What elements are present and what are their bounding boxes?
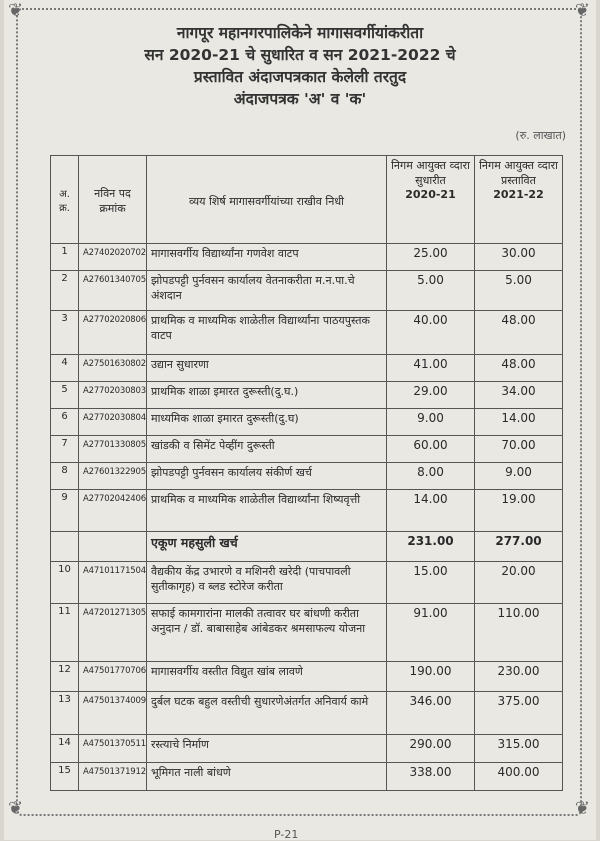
row-amount-2020: 5.00 bbox=[387, 271, 475, 311]
row-code: A27601340705 bbox=[79, 271, 147, 311]
header-col-2020-year: 2020-21 bbox=[405, 188, 456, 201]
table-row bbox=[51, 463, 563, 490]
table-row bbox=[51, 604, 563, 662]
row-sr: 10 bbox=[51, 562, 79, 604]
corner-ornament-icon: ❦ bbox=[574, 798, 590, 819]
table-row bbox=[51, 244, 563, 271]
row-desc: रस्त्याचे निर्माण bbox=[147, 735, 387, 763]
corner-ornament-icon: ❦ bbox=[8, 0, 24, 21]
row-desc: उद्यान सुधारणा bbox=[147, 355, 387, 382]
row-amount-2020: 60.00 bbox=[387, 436, 475, 463]
table-total bbox=[51, 532, 563, 562]
header-col-2021-text: निगम आयुक्त व्दारा प्रस्तावित bbox=[479, 159, 558, 187]
row-sr: 3 bbox=[51, 311, 79, 355]
title-line: प्रस्तावित अंदाजपत्रकात केलेली तरतुद bbox=[193, 68, 407, 86]
title-line: सन 2020-21 चे सुधारित व सन 2021-2022 चे bbox=[144, 46, 456, 64]
corner-ornament-icon: ❦ bbox=[8, 798, 24, 819]
table-row bbox=[51, 382, 563, 409]
table-row bbox=[51, 409, 563, 436]
row-code: A47201271305 bbox=[79, 604, 147, 662]
header-desc: व्यय शिर्ष मागासवर्गीयांच्या राखीव निधी bbox=[147, 156, 387, 244]
row-desc: भूमिगत नाली बांधणे bbox=[147, 763, 387, 791]
row-amount-2020: 15.00 bbox=[387, 562, 475, 604]
row-sr: 15 bbox=[51, 763, 79, 791]
table-row bbox=[51, 355, 563, 382]
row-code: A27501630802 bbox=[79, 355, 147, 382]
row-desc: झोपडपट्टी पुर्नवसन कार्यालय वेतनाकरीता म.न.पा.चे अंशदान bbox=[147, 271, 387, 311]
row-code: A27601322905 bbox=[79, 463, 147, 490]
row-sr: 6 bbox=[51, 409, 79, 436]
row-sr: 5 bbox=[51, 382, 79, 409]
table-header-row bbox=[51, 156, 563, 244]
unit-note: (रु. लाखात) bbox=[515, 129, 566, 142]
row-amount-2021: 48.00 bbox=[475, 311, 563, 355]
header-col-2021 bbox=[475, 156, 563, 244]
total-2021: 277.00 bbox=[475, 532, 563, 562]
row-amount-2021: 375.00 bbox=[475, 692, 563, 735]
table-row bbox=[51, 311, 563, 355]
header-code: नविन पद क्रमांक bbox=[79, 156, 147, 244]
row-amount-2020: 290.00 bbox=[387, 735, 475, 763]
row-amount-2020: 8.00 bbox=[387, 463, 475, 490]
row-amount-2021: 110.00 bbox=[475, 604, 563, 662]
row-desc: प्राथमिक शाळा इमारत दुरूस्ती(दु.घ.) bbox=[147, 382, 387, 409]
row-amount-2020: 346.00 bbox=[387, 692, 475, 735]
table-row bbox=[51, 436, 563, 463]
row-sr: 9 bbox=[51, 490, 79, 532]
row-amount-2021: 9.00 bbox=[475, 463, 563, 490]
row-desc: सफाई कामगारांना मालकी तत्वावर घर बांधणी करीता अनुदान / डॉ. बाबासाहेब आंबेडकर श्रमसाफल्य योजना bbox=[147, 604, 387, 662]
row-sr: 4 bbox=[51, 355, 79, 382]
row-amount-2020: 190.00 bbox=[387, 662, 475, 692]
row-code: A27701330805 bbox=[79, 436, 147, 463]
title-line: नागपूर महानगरपालिकेने मागासवर्गीयांकरीता bbox=[176, 24, 424, 42]
row-sr: 14 bbox=[51, 735, 79, 763]
row-code: A47101171504 bbox=[79, 562, 147, 604]
row-sr: 8 bbox=[51, 463, 79, 490]
row-desc: प्राथमिक व माध्यमिक शाळेतील विद्यार्थ्यांना शिष्यवृत्ती bbox=[147, 490, 387, 532]
row-amount-2021: 20.00 bbox=[475, 562, 563, 604]
row-sr: 13 bbox=[51, 692, 79, 735]
table-row bbox=[51, 763, 563, 791]
table-body-revenue bbox=[51, 244, 563, 532]
header-col-2020-text: निगम आयुक्त व्दारा सुधारीत bbox=[391, 159, 470, 187]
row-amount-2020: 91.00 bbox=[387, 604, 475, 662]
row-desc: खांडकी व सिमेंट पेव्हींग दुरूस्ती bbox=[147, 436, 387, 463]
page-number: P-21 bbox=[274, 828, 299, 841]
row-desc: माध्यमिक शाळा इमारत दुरूस्ती(दु.घ) bbox=[147, 409, 387, 436]
header-col-2021-year: 2021-22 bbox=[493, 188, 544, 201]
table-row bbox=[51, 662, 563, 692]
title-line: अंदाजपत्रक 'अ' व 'क' bbox=[233, 90, 367, 108]
row-amount-2020: 9.00 bbox=[387, 409, 475, 436]
row-sr: 2 bbox=[51, 271, 79, 311]
row-amount-2021: 5.00 bbox=[475, 271, 563, 311]
row-amount-2020: 14.00 bbox=[387, 490, 475, 532]
table-row bbox=[51, 735, 563, 763]
row-desc: मागासवर्गीय विद्यार्थ्यांना गणवेश वाटप bbox=[147, 244, 387, 271]
document-title bbox=[4, 22, 596, 110]
row-desc: प्राथमिक व माध्यमिक शाळेतील विद्यार्थ्यांना पाठयपुस्तक वाटप bbox=[147, 311, 387, 355]
row-desc: मागासवर्गीय वस्तीत विद्युत खांब लावणे bbox=[147, 662, 387, 692]
row-amount-2020: 25.00 bbox=[387, 244, 475, 271]
row-code: A27702030803 bbox=[79, 382, 147, 409]
row-amount-2021: 34.00 bbox=[475, 382, 563, 409]
row-amount-2021: 48.00 bbox=[475, 355, 563, 382]
row-desc: वैद्यकीय केंद्र उभारणे व मशिनरी खरेदी (पाचपावली सुतीकागृह) व ब्लड स्टोरेज करीता bbox=[147, 562, 387, 604]
row-amount-2021: 400.00 bbox=[475, 763, 563, 791]
row-amount-2021: 70.00 bbox=[475, 436, 563, 463]
row-code: A47501374009 bbox=[79, 692, 147, 735]
row-sr: 7 bbox=[51, 436, 79, 463]
row-code: A47501370511 bbox=[79, 735, 147, 763]
table-row bbox=[51, 692, 563, 735]
row-amount-2021: 14.00 bbox=[475, 409, 563, 436]
row-sr: 12 bbox=[51, 662, 79, 692]
row-amount-2021: 315.00 bbox=[475, 735, 563, 763]
corner-ornament-icon: ❦ bbox=[574, 0, 590, 21]
row-amount-2020: 338.00 bbox=[387, 763, 475, 791]
row-amount-2021: 230.00 bbox=[475, 662, 563, 692]
row-code: A27702020806 bbox=[79, 311, 147, 355]
header-sr: अ. क्र. bbox=[51, 156, 79, 244]
document-page bbox=[4, 0, 596, 840]
total-2020: 231.00 bbox=[387, 532, 475, 562]
table-row bbox=[51, 490, 563, 532]
row-amount-2021: 19.00 bbox=[475, 490, 563, 532]
table-row bbox=[51, 562, 563, 604]
row-amount-2021: 30.00 bbox=[475, 244, 563, 271]
row-code: A27702030804 bbox=[79, 409, 147, 436]
row-sr: 1 bbox=[51, 244, 79, 271]
row-code: A27702042406 bbox=[79, 490, 147, 532]
budget-table bbox=[50, 155, 563, 791]
table-row bbox=[51, 271, 563, 311]
row-desc: झोपडपट्टी पुर्नवसन कार्यालय संकीर्ण खर्च bbox=[147, 463, 387, 490]
row-sr: 11 bbox=[51, 604, 79, 662]
row-code: A27402020702 bbox=[79, 244, 147, 271]
row-amount-2020: 29.00 bbox=[387, 382, 475, 409]
table-body-capital bbox=[51, 562, 563, 791]
row-desc: दुर्बल घटक बहुल वस्तीची सुधारणेअंतर्गत अनिवार्य कामे bbox=[147, 692, 387, 735]
total-label: एकूण महसुली खर्च bbox=[147, 532, 387, 562]
row-code: A47501770706 bbox=[79, 662, 147, 692]
row-amount-2020: 41.00 bbox=[387, 355, 475, 382]
total-row bbox=[51, 532, 563, 562]
row-code: A47501371912 bbox=[79, 763, 147, 791]
row-amount-2020: 40.00 bbox=[387, 311, 475, 355]
header-col-2020 bbox=[387, 156, 475, 244]
